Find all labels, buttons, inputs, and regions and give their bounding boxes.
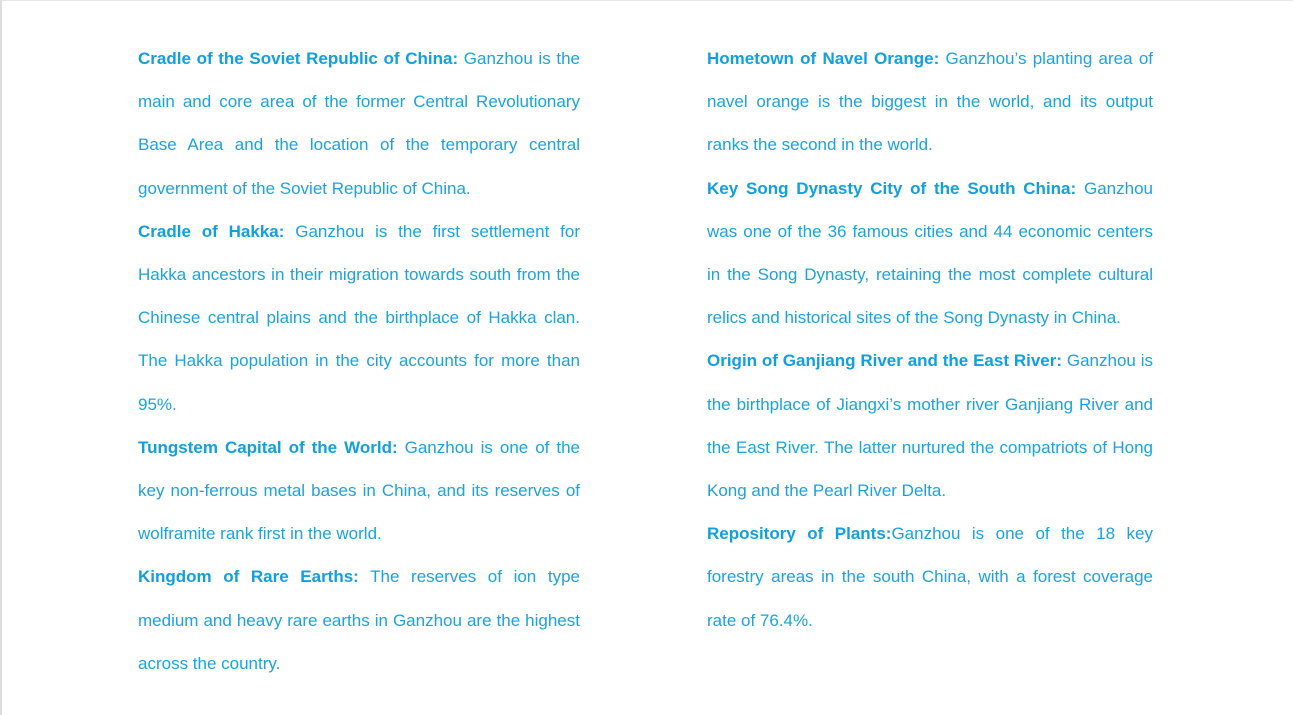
paragraph-text: Ganzhou is one of the 18 key forestry areas in the south China, with a forest coverage rate of 76.4%. (707, 524, 1153, 630)
paragraph-text: Ganzhou is the main and core area of the former Central Revolutionary Base Area and the location of the temporary central government of the Soviet Republic of China. (138, 49, 580, 198)
paragraph-title: Tungstem Capital of the World: (138, 437, 398, 457)
paragraph-text: Ganzhou is the first settlement for Hakka ancestors in their migration towards south from the Chinese central plains and the birthplace of Hakka clan. The Hakka population in the city accounts for more than 95%. (138, 221, 580, 414)
paragraph-title: Kingdom of Rare Earths: (138, 567, 359, 587)
paragraph-text: Ganzhou’s planting area of navel orange is the biggest in the world, and its output ranks the second in the world. (707, 49, 1153, 155)
left-column (138, 37, 580, 685)
paragraph-title: Key Song Dynasty City of the South China: (707, 178, 1077, 198)
paragraph-navel-orange (707, 37, 1153, 167)
paragraph-rare-earths (138, 555, 580, 685)
paragraph-soviet-republic (138, 37, 580, 210)
paragraph-title: Cradle of Hakka: (138, 221, 285, 241)
paragraph-text: Ganzhou was one of the 36 famous cities and 44 economic centers in the Song Dynasty, retaining the most complete cultural relics and historical sites of the Song Dynasty in China. (707, 178, 1153, 328)
paragraph-hakka (138, 210, 580, 426)
paragraph-text: Ganzhou is the birthplace of Jiangxi’s mother river Ganjiang River and the East River. The latter nurtured the compatriots of Hong Kong and the Pearl River Delta. (707, 351, 1153, 501)
paragraph-title: Origin of Ganjiang River and the East River: (707, 351, 1063, 371)
paragraph-song-dynasty (707, 167, 1153, 340)
paragraph-text: The reserves of ion type medium and heavy rare earths in Ganzhou are the highest across the country. (138, 567, 580, 673)
paragraph-plants (707, 512, 1153, 642)
paragraph-rivers (707, 339, 1153, 512)
right-column (707, 37, 1153, 642)
paragraph-title: Repository of Plants: (707, 524, 892, 544)
paragraph-text: Ganzhou is one of the key non-ferrous metal bases in China, and its reserves of wolframite rank first in the world. (138, 437, 581, 544)
paragraph-title: Hometown of Navel Orange: (707, 49, 940, 68)
paragraph-tungsten (138, 426, 580, 556)
paragraph-title: Cradle of the Soviet Republic of China: (138, 49, 459, 68)
